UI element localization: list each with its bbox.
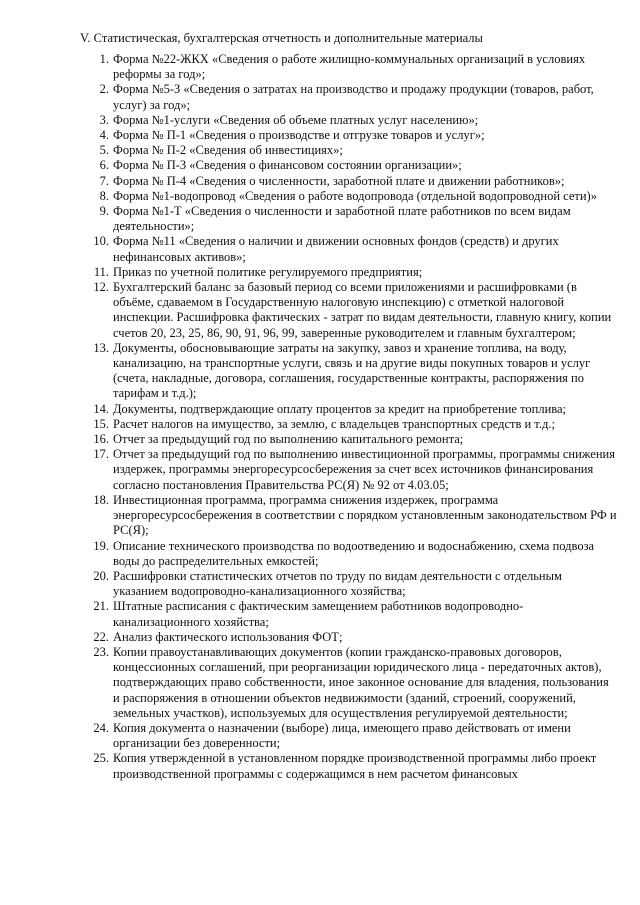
list-item-text: Форма № П-3 «Сведения о финансовом состоянии организации»; <box>113 158 462 173</box>
list-item <box>97 158 617 173</box>
list-item-text: Копия документа о назначении (выборе) лица, имеющего право действовать от имени организации без доверенности; <box>113 720 571 751</box>
list-item-text: Форма № П-4 «Сведения о численности, заработной плате и движении работников»; <box>113 173 565 188</box>
list-item-number: 21. <box>93 599 109 614</box>
list-item <box>93 234 617 264</box>
list-item-text: Форма №5-З «Сведения о затратах на производство и продажу продукции (товаров, работ, услуг) за год»; <box>113 82 594 112</box>
list-item <box>93 416 617 432</box>
list-item-number: 9. <box>99 204 109 219</box>
list-item-text: Документы, обосновывающие затраты на закупку, завоз и хранение топлива, на воду, канализацию, на транспортные услуги, связь и на другие виды покупных товаров и услуг (счета, накладные, договора, соглашения, государственные контракты, распоряжения по тарифам и т.д.); <box>113 340 591 401</box>
list-item <box>93 447 617 493</box>
list-item-number: 5. <box>99 143 109 158</box>
list-item-number: 16. <box>93 432 109 447</box>
list-item <box>93 644 617 721</box>
list-item-text: Расчет налогов на имущество, за землю, с владельцев транспортных средств и т.д.; <box>113 416 555 431</box>
list-item-number: 24. <box>93 720 109 735</box>
list-item <box>97 128 617 143</box>
list-item <box>93 280 617 341</box>
list-item-text: Приказ по учетной политике регулируемого предприятия; <box>113 264 423 279</box>
list-item <box>93 432 617 447</box>
list-item-number: 12. <box>93 280 109 295</box>
list-item-number: 15. <box>93 416 109 431</box>
list-item-text: Отчет за предыдущий год по выполнению инвестиционной программы, программы снижения издержек, программы энергоресурсосбережения за счет всех источников финансирования согласно постановления Правительства РС(Я) № 92 от 4.03.05; <box>113 447 615 492</box>
list-item-text: Копия утвержденной в установленном порядке производственной программы либо проект производственной программы с содержащимся в нем расчетом финансовых <box>113 751 597 781</box>
list-item <box>93 401 617 417</box>
list-item <box>97 143 617 158</box>
list-item <box>97 189 617 204</box>
list-item-text: Форма №1-водопровод «Сведения о работе водопровода (отдельной водопроводной сети)» <box>113 188 597 203</box>
list-item <box>93 492 617 539</box>
list-item-text: Бухгалтерский баланс за базовый период со всеми приложениями и расшифровками (в объёме, сдаваемом в Государственную налоговую инспекцию) с отметкой налоговой инспекции. Расшифровка фактических - затрат по видам деятельности, главную книгу, копии счетов 20, 23, 25, 86, 90, 91, 96, 99, заверенные руководителем и главным бухгалтером; <box>113 280 612 340</box>
list-item <box>97 204 617 234</box>
list-item <box>97 174 617 189</box>
list-item-text: Форма №22-ЖКХ «Сведения о работе жилищно-коммунальных организаций в условиях реформы за год»; <box>113 52 586 82</box>
list-item-text: Инвестиционная программа, программа снижения издержек, программа энергоресурсосбережения в соответствии с порядком установленным законодательством РФ и РС(Я); <box>113 492 617 538</box>
list-item <box>93 751 617 781</box>
section-heading: V. Статистическая, бухгалтерская отчетность и дополнительные материалы <box>80 31 483 45</box>
list-item-text: Копии правоустанавливающих документов (копии гражданско-правовых договоров, концессионных соглашений, при реорганизации юридического лица - передаточных актов), подтверждающих право собственности, иное законное основание для владения, пользования и распоряжения в отношении объектов недвижимости (зданий, строений, сооружений, земельных участков), используемых для осуществления регулируемой деятельности; <box>113 644 609 720</box>
list-item-number: 18. <box>93 492 109 507</box>
list-item <box>93 264 617 280</box>
list-item <box>97 113 617 128</box>
list-item-number: 25. <box>93 751 109 766</box>
list-item-text: Форма №1-Т «Сведения о численности и заработной плате работников по всем видам деятельности»; <box>113 204 571 234</box>
list-item-number: 14. <box>93 401 109 416</box>
requirements-list <box>93 52 617 782</box>
list-item <box>93 629 617 645</box>
list-item-number: 11. <box>93 264 109 279</box>
list-item-number: 22. <box>93 629 109 644</box>
list-item-text: Форма № П-1 «Сведения о производстве и отгрузке товаров и услуг»; <box>113 128 485 143</box>
list-item-number: 6. <box>99 158 109 173</box>
list-item-number: 10. <box>93 234 109 249</box>
list-item-number: 17. <box>93 447 109 462</box>
list-item-text: Отчет за предыдущий год по выполнению капитального ремонта; <box>113 432 464 447</box>
list-item-text: Анализ фактического использования ФОТ; <box>113 629 343 644</box>
list-item-number: 3. <box>99 112 109 127</box>
list-item-text: Штатные расписания с фактическим замещением работников водопроводно-канализационного хозяйства; <box>113 599 524 629</box>
list-item <box>93 720 617 751</box>
list-item-number: 4. <box>99 128 109 143</box>
list-item <box>93 340 617 402</box>
list-item-number: 19. <box>93 538 109 553</box>
list-item-number: 7. <box>99 173 109 188</box>
list-item-number: 2. <box>99 82 109 97</box>
list-item-text: Документы, подтверждающие оплату процентов за кредит на приобретение топлива; <box>113 401 567 416</box>
list-item-text: Расшифровки статистических отчетов по труду по видам деятельности с отдельным указанием водопроводно-канализационного хозяйства; <box>113 568 562 599</box>
list-item-number: 23. <box>93 644 109 659</box>
list-item <box>97 82 617 112</box>
list-item <box>93 568 617 599</box>
list-item <box>93 599 617 629</box>
list-item-number: 13. <box>93 340 109 355</box>
list-item-number: 8. <box>99 188 109 203</box>
list-item-number: 20. <box>93 568 109 583</box>
list-item-number: 1. <box>99 52 109 66</box>
list-item-text: Описание технического производства по водоотведению и водоснабжению, схема подвоза воды до распределительных емкостей; <box>113 538 595 568</box>
list-item-text: Форма №11 «Сведения о наличии и движении основных фондов (средств) и других нефинансовых активов»; <box>113 234 559 264</box>
list-item <box>97 52 617 82</box>
list-item <box>93 538 617 569</box>
list-item-text: Форма № П-2 «Сведения об инвестициях»; <box>113 143 343 158</box>
list-item-text: Форма №1-услуги «Сведения об объеме платных услуг населению»; <box>113 112 479 127</box>
